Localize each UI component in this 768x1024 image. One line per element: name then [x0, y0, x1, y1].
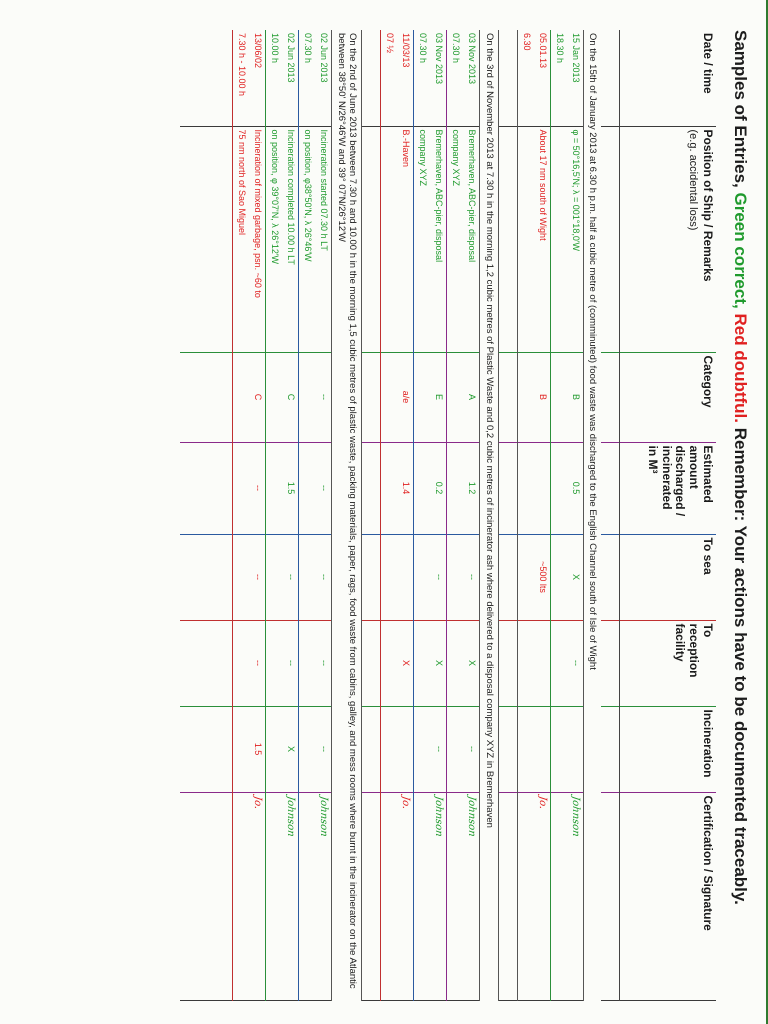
signature: Johnson [318, 794, 330, 837]
signature: Jo. [400, 794, 412, 810]
signature: Johnson [466, 794, 478, 837]
table-row: 13/06/02 Incineration of mixed garbage, psn. ~60 to C -- -- -- 1.5 Jo. [249, 30, 266, 1000]
header-certification: Certification / Signature [620, 792, 717, 1000]
title-suffix: Remember: Your actions have to be documented traceably. [731, 427, 750, 905]
header-incineration: Incineration [620, 706, 717, 792]
example-note: On the 2nd of June 2013 between 7.30 h and 10.00 h in the morning 1,5 cubic metres of plastic waste, packing materials, paper, rags, food waste from cabins, galley, and mess rooms where burnt in the incinerator on the Atlantic between 38°50' N/26°46'W and 39° 07'N/26°12'W [332, 30, 362, 1000]
table-row: 02 Jun 2013 Incineration started 07.30 h LT -- -- -- -- -- Johnson [315, 30, 332, 1000]
signature: Johnson [569, 794, 581, 837]
table-row: 07.30 h on position, φ38°50'N, λ 26°46'W [299, 30, 316, 1000]
table-row: 07.30 h company XYZ [447, 30, 464, 1000]
table-row: 6.30 [517, 30, 534, 1000]
page-title [730, 30, 750, 905]
title-green-note: Green correct, [731, 192, 750, 309]
table-row: 7.30 h - 10.00 h 75 nm north of Sao Miguel [233, 30, 250, 1000]
table-row: 03 Nov 2013 Bremerhaven, ABC-pier, disposal A 1.2 -- X -- Johnson [463, 30, 480, 1000]
table-row: 11/03/13 B.-Haven a/e 1.4 X Jo. [397, 30, 414, 1000]
header-position: Position of Ship / Remarks (e.g. accidental loss) [620, 126, 717, 352]
signature: Jo. [252, 794, 264, 810]
header-row [620, 30, 717, 1000]
header-reception: To reception facility [620, 620, 717, 706]
example-note: On the 3rd of November 2013 at 7.30 h in the morning 1,2 cubic metres of Plastic Waste and 0,2 cubic metres of incinerator ash where delivered to a disposal company XYZ in Bremerhaven [480, 30, 498, 1000]
signature: Jo. [536, 794, 548, 810]
table-row: 07.30 h company XYZ [414, 30, 431, 1000]
header-to-sea: To sea [620, 534, 717, 620]
table-row: 02 Jun 2013 Incineration completed 10.00 h LT C 1.5 -- -- X Johnson [282, 30, 299, 1000]
header-category: Category [620, 352, 717, 442]
signature: Johnson [285, 794, 297, 837]
header-date: Date / time [620, 30, 717, 126]
signature: Johnson [433, 794, 445, 837]
table-row: 15 Jan 2013 φ = 50°16,5'N; λ = 001°18,0'W B 0.5 X -- Johnson [567, 30, 584, 1000]
table-row: 05.01.13 About 17 nm south of Wight B ~500 lts Jo. [534, 30, 551, 1000]
table-row: 10.00 h on position, φ 39°07'N, λ 26°12'W [266, 30, 283, 1000]
title-red-note: Red doubtful. [731, 313, 750, 423]
garbage-record-table [180, 30, 716, 1001]
table-row: 07 ½ [381, 30, 398, 1000]
table-row: 03 Nov 2013 Bremerhaven, ABC-pier, disposal E 0.2 -- X -- Johnson [430, 30, 447, 1000]
header-amount: Estimated amount discharged / incinerated in M³ [620, 442, 717, 534]
table-row: 18.30 h [550, 30, 567, 1000]
example-note: On the 15th of January 2013 at 6.30 h p.m. half a cubic metre of (comminuted) food waste was discharged to the English Channel south of Isle of Wight [583, 30, 601, 1000]
title-prefix: Samples of Entries, [731, 30, 750, 193]
